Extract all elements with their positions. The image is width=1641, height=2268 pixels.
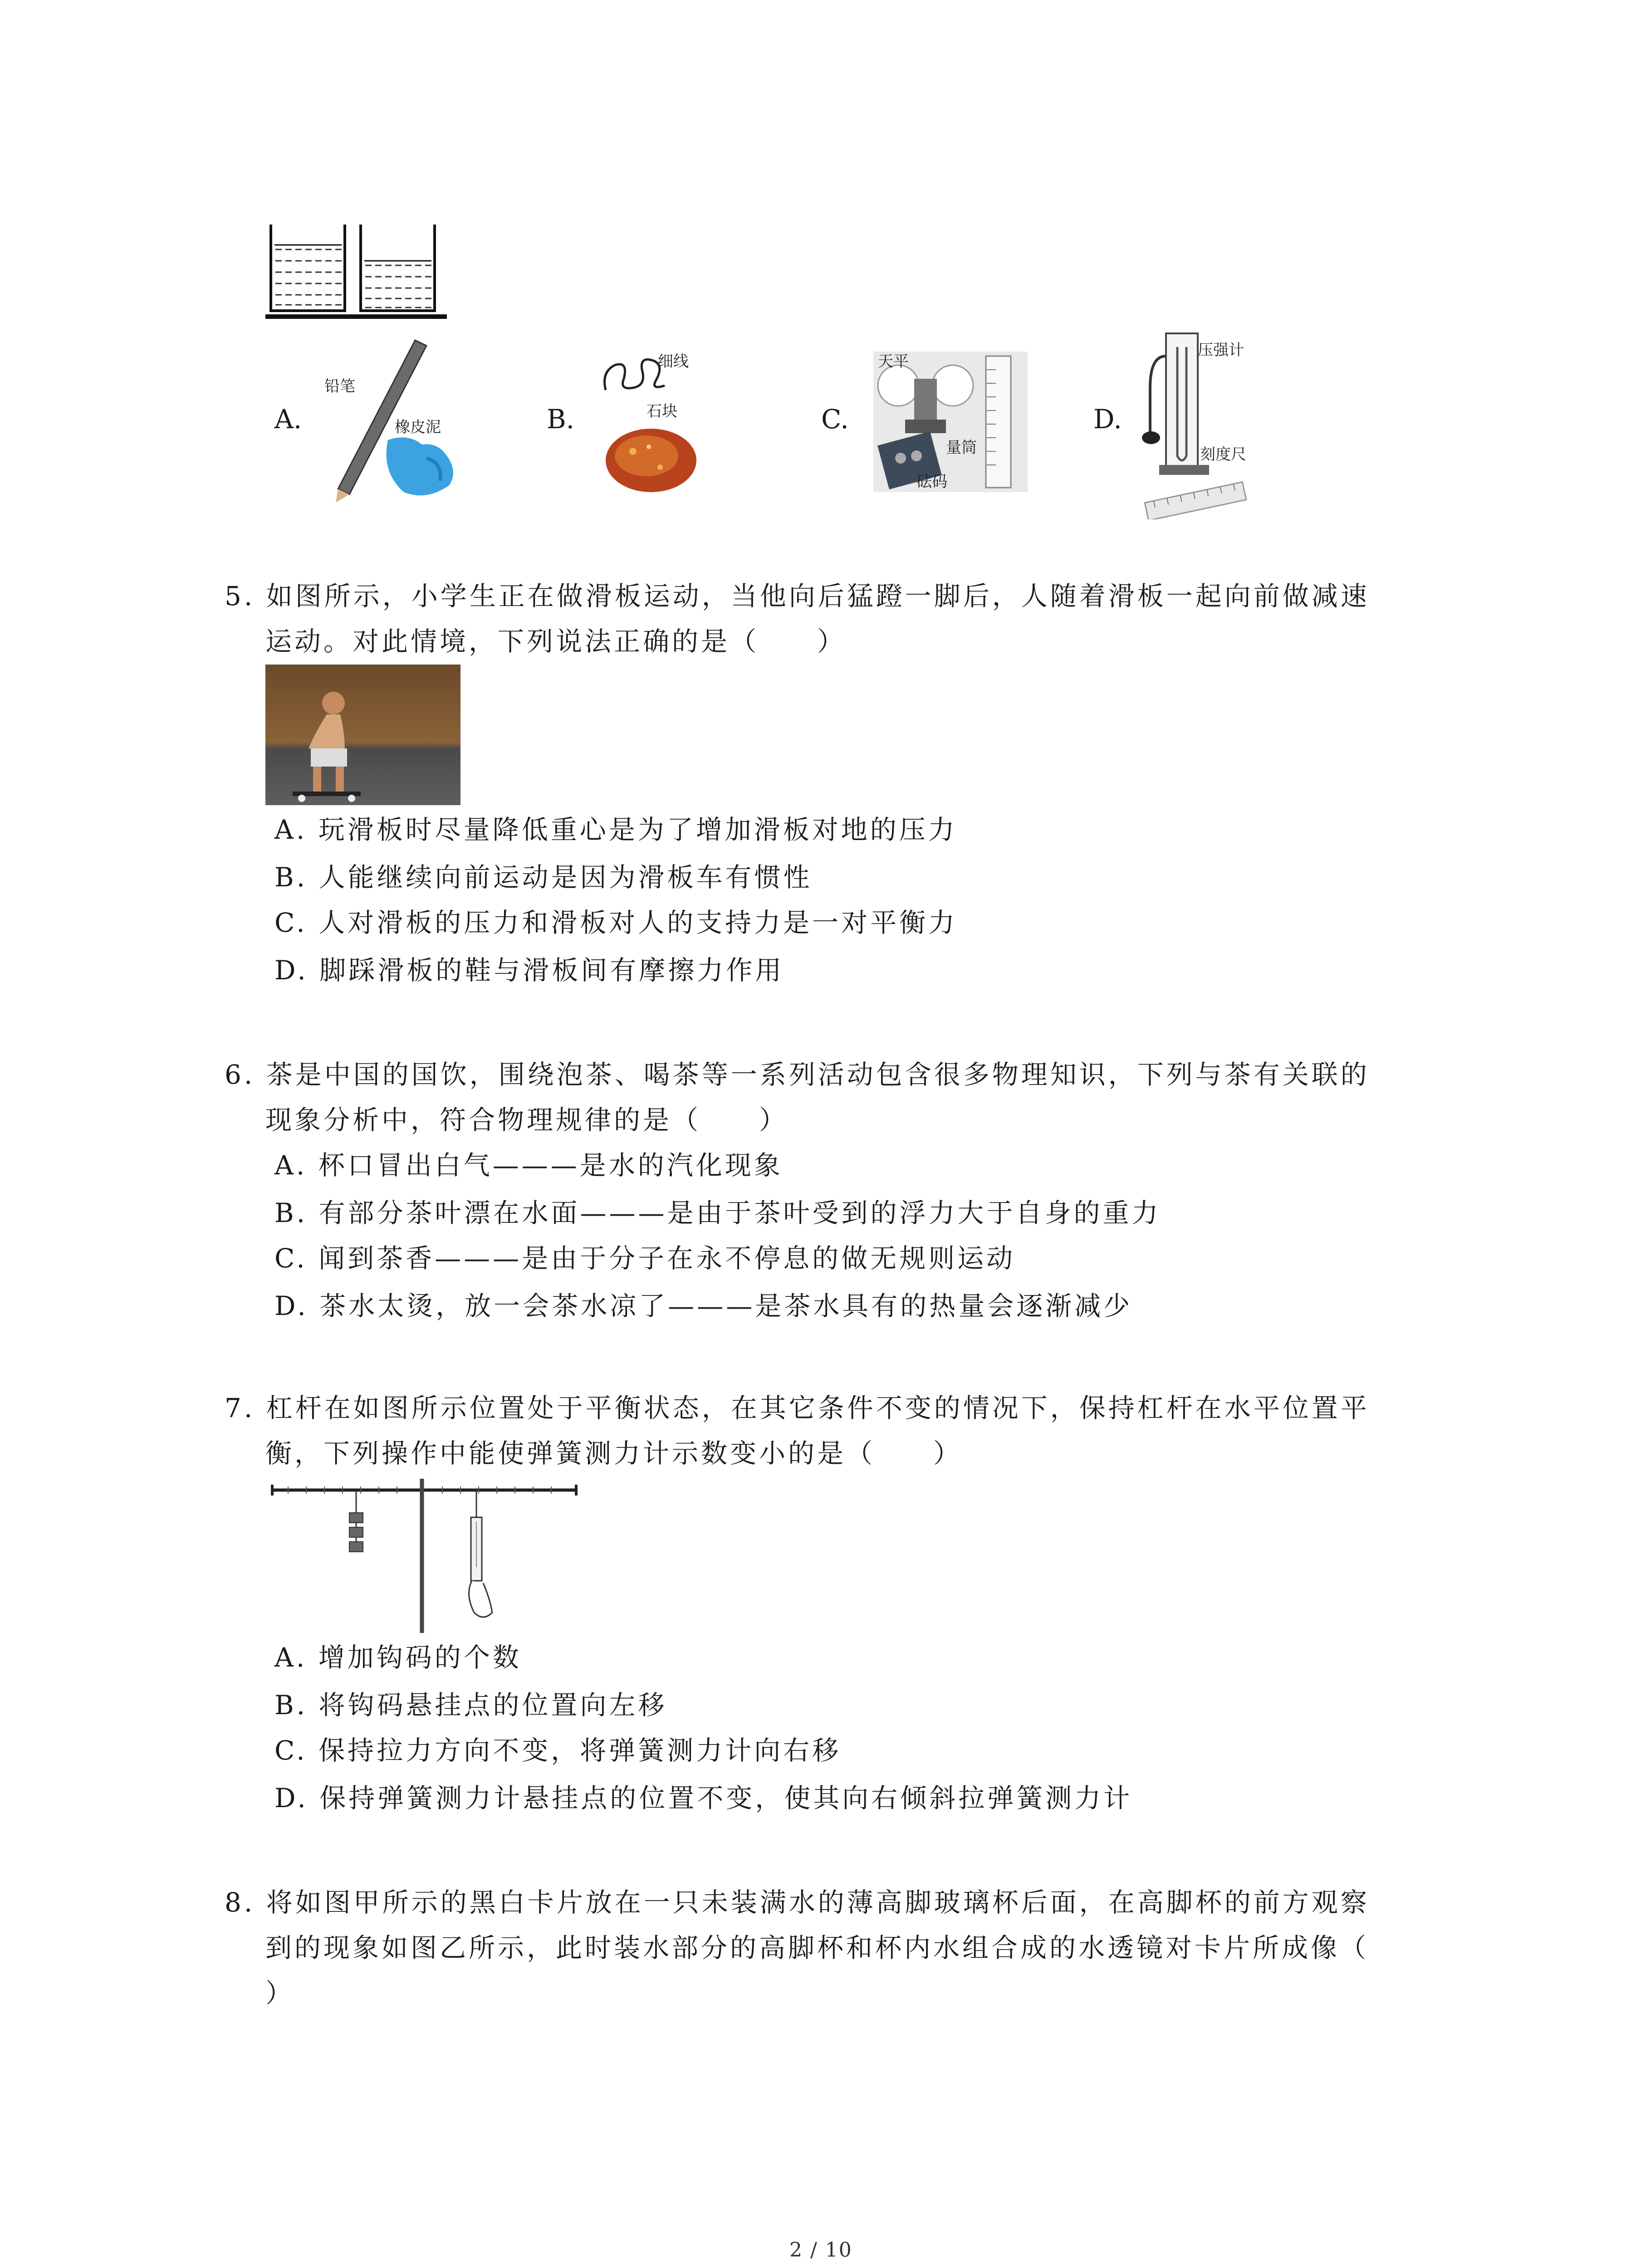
balance-cylinder-image (873, 352, 1028, 492)
label-cylinder: 量筒 (946, 439, 977, 457)
q7-option-b: B. 将钩码悬挂点的位置向左移 (274, 1690, 667, 1721)
q5-option-c: C. 人对滑板的压力和滑板对人的支持力是一对平衡力 (274, 907, 958, 938)
lever-figure (270, 1476, 578, 1635)
q6-option-a: A. 杯口冒出白气———是水的汽化现象 (274, 1150, 783, 1181)
q6-stem-line1: 6. 茶是中国的国饮，围绕泡茶、喝茶等一系列活动包含很多物理知识，下列与茶有关联的 (225, 1059, 1370, 1090)
page-number: 2 / 10 (789, 2239, 852, 2262)
q5-stem-line2: 运动。对此情境，下列说法正确的是（ ） (265, 626, 847, 657)
q6-option-d: D. 茶水太烫，放一会茶水凉了———是茶水具有的热量会逐渐减少 (274, 1290, 1133, 1321)
q6-option-b: B. 有部分茶叶漂在水面———是由于茶叶受到的浮力大于自身的重力 (274, 1198, 1161, 1228)
q5-option-d: D. 脚踩滑板的鞋与滑板间有摩擦力作用 (274, 955, 784, 986)
q7-stem-line2: 衡，下列操作中能使弹簧测力计示数变小的是（ ） (265, 1438, 963, 1469)
label-clay: 橡皮泥 (395, 418, 441, 436)
option-b-letter: B. (547, 404, 575, 435)
label-weights: 砝码 (916, 473, 947, 491)
label-pressure-gauge: 压强计 (1198, 341, 1244, 359)
q7-option-a: A. 增加钩码的个数 (274, 1642, 522, 1673)
q5-option-a: A. 玩滑板时尽量降低重心是为了增加滑板对地的压力 (274, 814, 957, 845)
q7-option-d: D. 保持弹簧测力计悬挂点的位置不变，使其向右倾斜拉弹簧测力计 (274, 1783, 1133, 1813)
q5-stem-line1: 5. 如图所示，小学生正在做滑板运动，当他向后猛蹬一脚后，人随着滑板一起向前做减速 (225, 581, 1370, 611)
q8-stem-line1: 8. 将如图甲所示的黑白卡片放在一只未装满水的薄高脚玻璃杯后面，在高脚杯的前方观察 (225, 1887, 1370, 1918)
label-thread: 细线 (658, 352, 689, 371)
q6-stem-line2: 现象分析中，符合物理规律的是（ ） (265, 1105, 789, 1135)
q7-option-c: C. 保持拉力方向不变，将弹簧测力计向右移 (274, 1735, 842, 1766)
q6-option-c: C. 闻到茶香———是由于分子在永不停息的做无规则运动 (274, 1243, 1016, 1274)
option-c-letter: C. (821, 404, 849, 435)
skateboarder-photo (265, 665, 460, 805)
q8-stem-line3: ） (265, 1978, 295, 2009)
label-pencil: 铅笔 (324, 377, 355, 396)
q7-stem-line1: 7. 杠杆在如图所示位置处于平衡状态，在其它条件不变的情况下，保持杠杆在水平位置平 (225, 1393, 1370, 1423)
q8-stem-line2: 到的现象如图乙所示，此时装水部分的高脚杯和杯内水组合成的水透镜对卡片所成像（ (265, 1932, 1369, 1963)
label-stone: 石块 (647, 402, 677, 420)
label-ruler: 刻度尺 (1200, 445, 1246, 464)
pencil-clay-image (318, 336, 467, 503)
beakers-figure (265, 222, 447, 322)
option-a-letter: A. (274, 404, 302, 435)
option-d-letter: D. (1093, 404, 1122, 435)
label-balance: 天平 (878, 352, 909, 371)
q5-option-b: B. 人能继续向前运动是因为滑板车有惯性 (274, 862, 813, 893)
